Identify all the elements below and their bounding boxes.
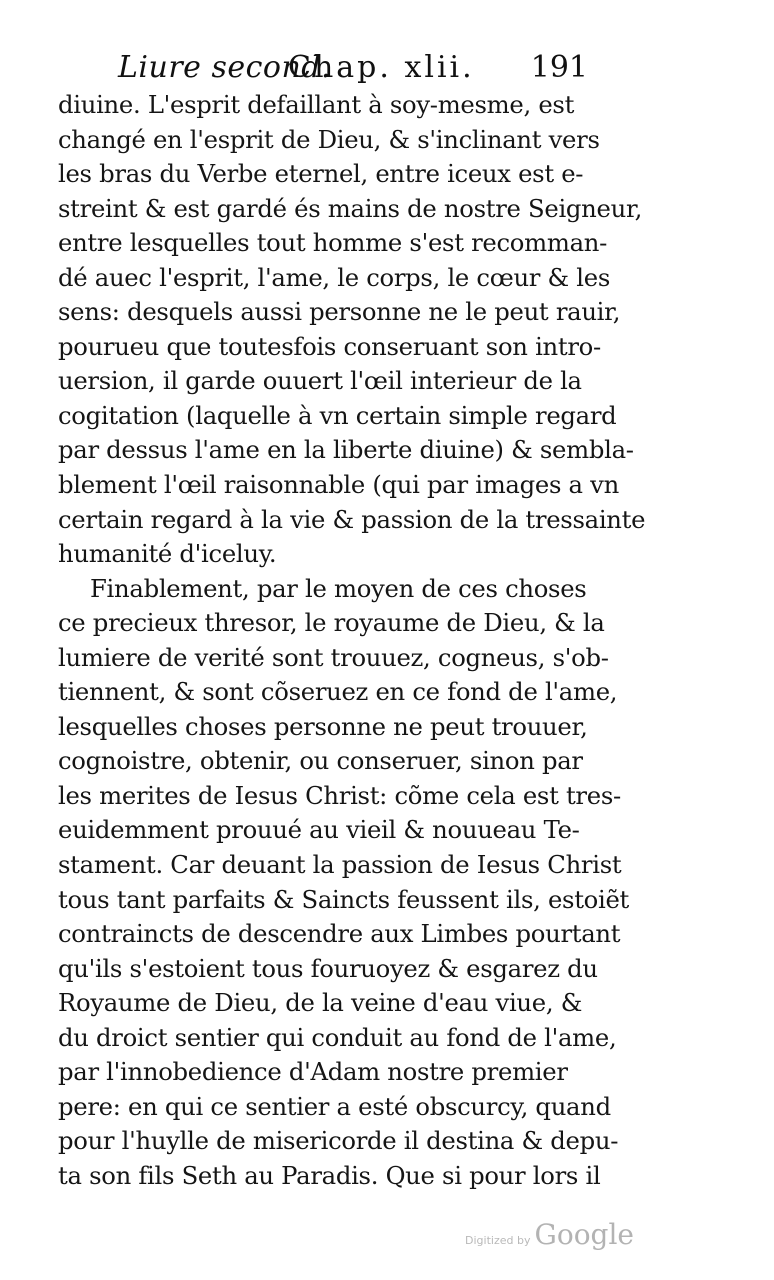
text-line: pour l'huylle de misericorde il destina & depu- [58, 1126, 619, 1156]
text-line: qu'ils s'estoient tous fouruoyez & esgarez du [58, 953, 598, 983]
chapter-heading: Chap. xlii. [288, 50, 475, 85]
text-line: tiennent, & sont cõseruez en ce fond de l'ame, [58, 677, 618, 707]
text-line: euidemment prouué au vieil & nouueau Te- [58, 815, 580, 845]
running-head: Liure second. [118, 50, 332, 85]
text-line: certain regard à la vie & passion de la tressainte [58, 504, 646, 534]
text-line: stament. Car deuant la passion de Iesus Christ [58, 850, 622, 880]
paragraph-start-line: Finablement, par le moyen de ces choses [90, 573, 587, 603]
page-number: 191 [530, 50, 588, 85]
text-line: dé auec l'esprit, l'ame, le corps, le cœur & les [58, 262, 610, 292]
text-line: uersion, il garde ouuert l'œil interieur de la [58, 366, 582, 396]
text-line: ce precieux thresor, le royaume de Dieu, & la [58, 608, 605, 638]
text-line: lesquelles choses personne ne peut trouuer, [58, 711, 588, 741]
digitization-watermark [465, 1218, 634, 1251]
text-line: streint & est gardé és mains de nostre Seigneur, [58, 193, 643, 223]
text-line: blement l'œil raisonnable (qui par images a vn [58, 470, 619, 500]
text-line: par dessus l'ame en la liberte diuine) & sembla- [58, 435, 634, 465]
text-line: contraincts de descendre aux Limbes pourtant [58, 919, 621, 949]
text-line: humanité d'iceluy. [58, 539, 277, 569]
text-line: pourueu que toutesfois conseruant son intro- [58, 331, 601, 361]
text-line: entre lesquelles tout homme s'est recomman- [58, 228, 608, 258]
text-line: cognoistre, obtenir, ou conseruer, sinon par [58, 746, 583, 776]
text-line: pere: en qui ce sentier a esté obscurcy, quand [58, 1091, 611, 1121]
text-line: les merites de Iesus Christ: cõme cela est tres- [58, 780, 621, 810]
text-line: diuine. L'esprit defaillant à soy-mesme, est [58, 90, 575, 119]
watermark-prefix: Digitized by [465, 1234, 531, 1247]
text-line: les bras du Verbe eternel, entre iceux est e- [58, 159, 584, 189]
text-line: lumiere de verité sont trouuez, cogneus, s'ob- [58, 642, 609, 672]
body-text [58, 88, 646, 1194]
google-logo: Google [534, 1218, 634, 1251]
text-line: sens: desquels aussi personne ne le peut rauir, [58, 297, 621, 327]
text-line: Royaume de Dieu, de la veine d'eau viue, & [58, 988, 583, 1018]
text-line: ta son fils Seth au Paradis. Que si pour lors il [58, 1160, 601, 1190]
text-line: cogitation (laquelle à vn certain simple regard [58, 400, 617, 430]
text-line: tous tant parfaits & Saincts feussent ils, estoiẽt [58, 884, 630, 914]
text-line: par l'innobedience d'Adam nostre premier [58, 1057, 568, 1087]
text-line: changé en l'esprit de Dieu, & s'inclinant vers [58, 124, 600, 154]
text-line: du droict sentier qui conduit au fond de l'ame, [58, 1022, 617, 1052]
